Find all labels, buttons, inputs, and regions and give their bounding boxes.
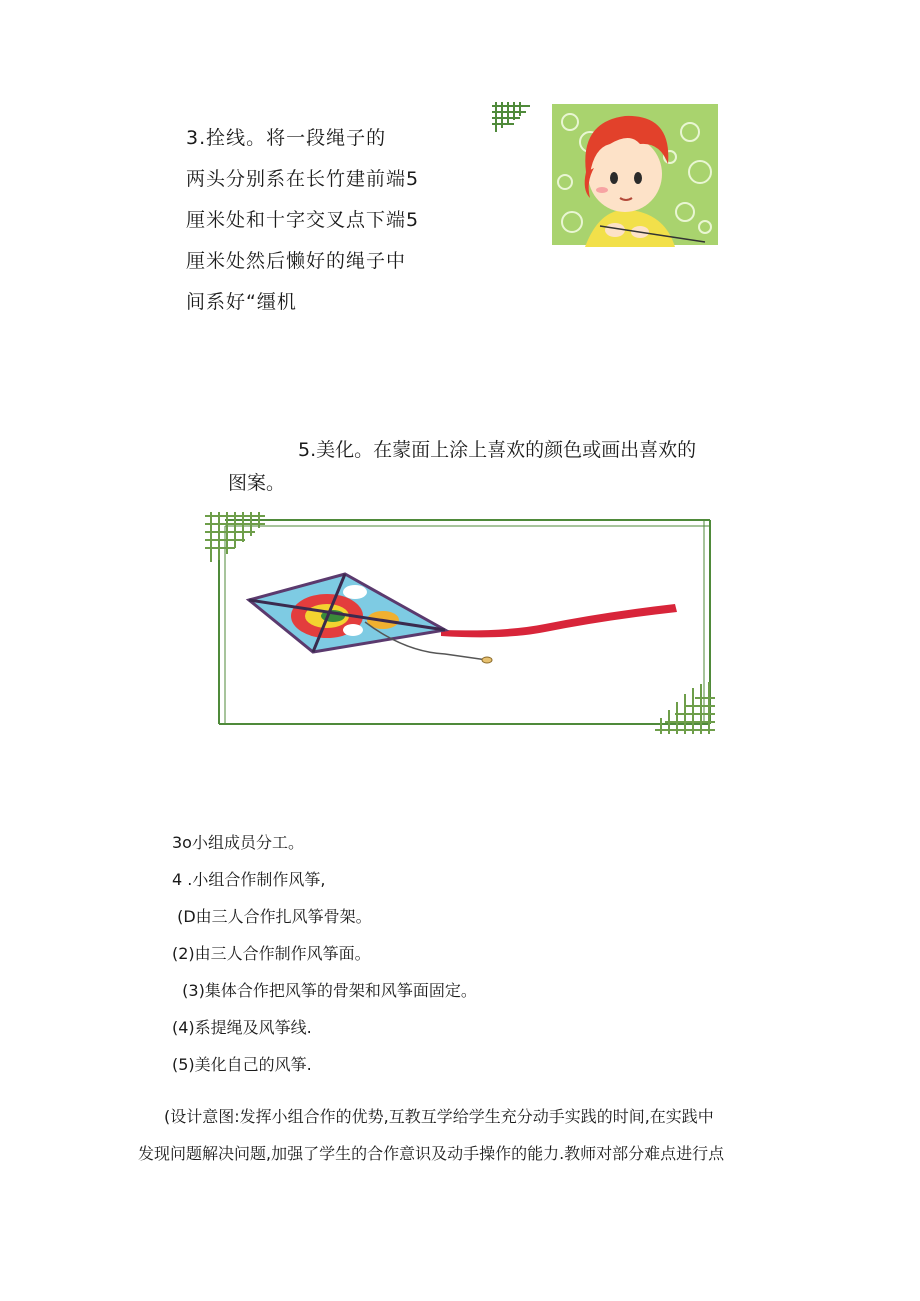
design-intent-paragraph <box>138 1098 798 1172</box>
list-item: (2)由三人合作制作风筝面。 <box>172 944 371 963</box>
list-item: (5)美化自己的风筝. <box>172 1055 312 1074</box>
step3-line-2: 两头分别系在长竹建前端5 <box>186 168 420 190</box>
step5-paragraph <box>228 434 728 500</box>
lattice-corner-decoration <box>492 102 530 132</box>
step5-line-1: 5.美化。在蒙面上涂上喜欢的颜色或画出喜欢的 <box>298 439 697 461</box>
activity-steps-list <box>172 824 477 1083</box>
step3-line-4: 厘米处然后懒好的绳子中 <box>186 250 407 272</box>
step3-line-1: 3.拴线。将一段绳子的 <box>186 127 387 149</box>
list-item: (D由三人合作扎风筝骨架。 <box>172 907 372 926</box>
step3-line-3: 厘米处和十字交叉点下端5 <box>186 209 420 231</box>
design-line-1: (设计意图:发挥小组合作的优势,互教互学给学生充分动手实践的时间,在实践中 <box>164 1107 714 1126</box>
step3-line-5: 间系好“缰机 <box>186 291 297 313</box>
kite-illustration <box>205 512 715 734</box>
list-item: 4 .小组合作制作风筝, <box>172 870 326 889</box>
list-item: (4)系提绳及风筝线. <box>172 1018 312 1037</box>
list-item: 3o小组成员分工。 <box>172 833 304 852</box>
step3-paragraph <box>186 118 456 323</box>
design-line-2: 发现问题解决问题,加强了学生的合作意识及动手操作的能力.教师对部分难点进行点 <box>138 1144 725 1163</box>
step5-line-2: 图案。 <box>228 472 286 494</box>
list-item: (3)集体合作把风筝的骨架和风筝面固定。 <box>172 981 477 1000</box>
boy-tying-string-illustration <box>490 102 720 247</box>
